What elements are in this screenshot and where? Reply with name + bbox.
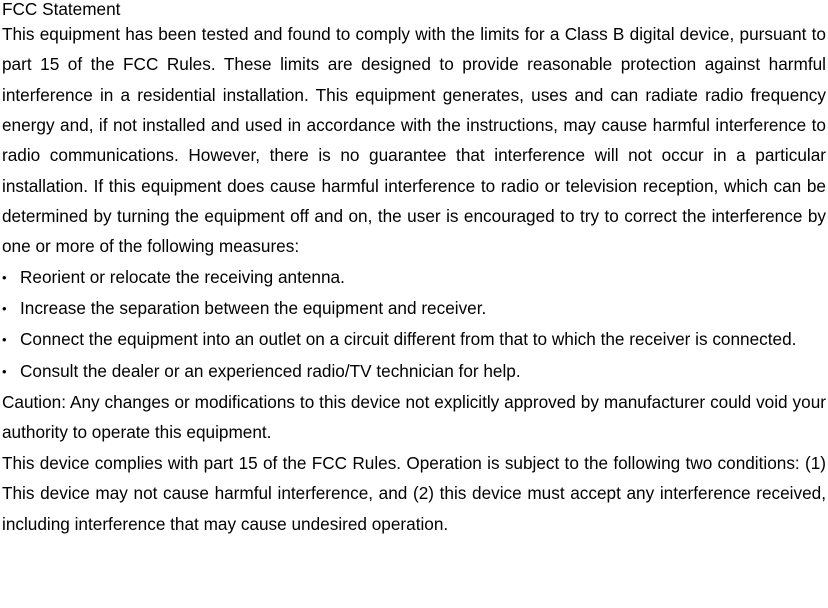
measure-text: Connect the equipment into an outlet on a circuit different from that to which the receiver is connected.	[20, 329, 797, 350]
measure-text: Consult the dealer or an experienced radio/TV technician for help.	[20, 360, 521, 381]
bullet-icon: •	[2, 269, 7, 285]
compliance-paragraph: This device complies with part 15 of the FCC Rules. Operation is subject to the following two conditions: (1) This device may not cause harmful interference, and (2) this device must accept any interference received, including interference that may cause undesired operation.	[2, 452, 826, 534]
bullet-icon: •	[2, 332, 7, 348]
list-item	[2, 324, 826, 355]
list-item	[2, 262, 826, 293]
document-title: FCC Statement	[2, 0, 121, 19]
bullet-icon: •	[2, 363, 7, 379]
list-item	[2, 356, 826, 387]
bullet-icon: •	[2, 301, 7, 317]
measures-list	[2, 262, 826, 387]
caution-paragraph: Caution: Any changes or modifications to this device not explicitly approved by manufacturer could void your authority to operate this equipment.	[2, 392, 826, 443]
list-item	[2, 293, 826, 324]
measure-text: Increase the separation between the equipment and receiver.	[20, 298, 487, 319]
measure-text: Reorient or relocate the receiving antenna.	[20, 266, 345, 287]
intro-paragraph: This equipment has been tested and found to comply with the limits for a Class B digital device, pursuant to part 15 of the FCC Rules. These limits are designed to provide reasonable protection against harmful interference in a residential installation. This equipment generates, uses and can radiate radio frequency energy and, if not installed and used in accordance with the instructions, may cause harmful interference to radio communications. However, there is no guarantee that interference will not occur in a particular installation. If this equipment does cause harmful interference to radio or television reception, which can be determined by turning the equipment off and on, the user is encouraged to try to correct the interference by one or more of the following measures:	[2, 24, 826, 257]
